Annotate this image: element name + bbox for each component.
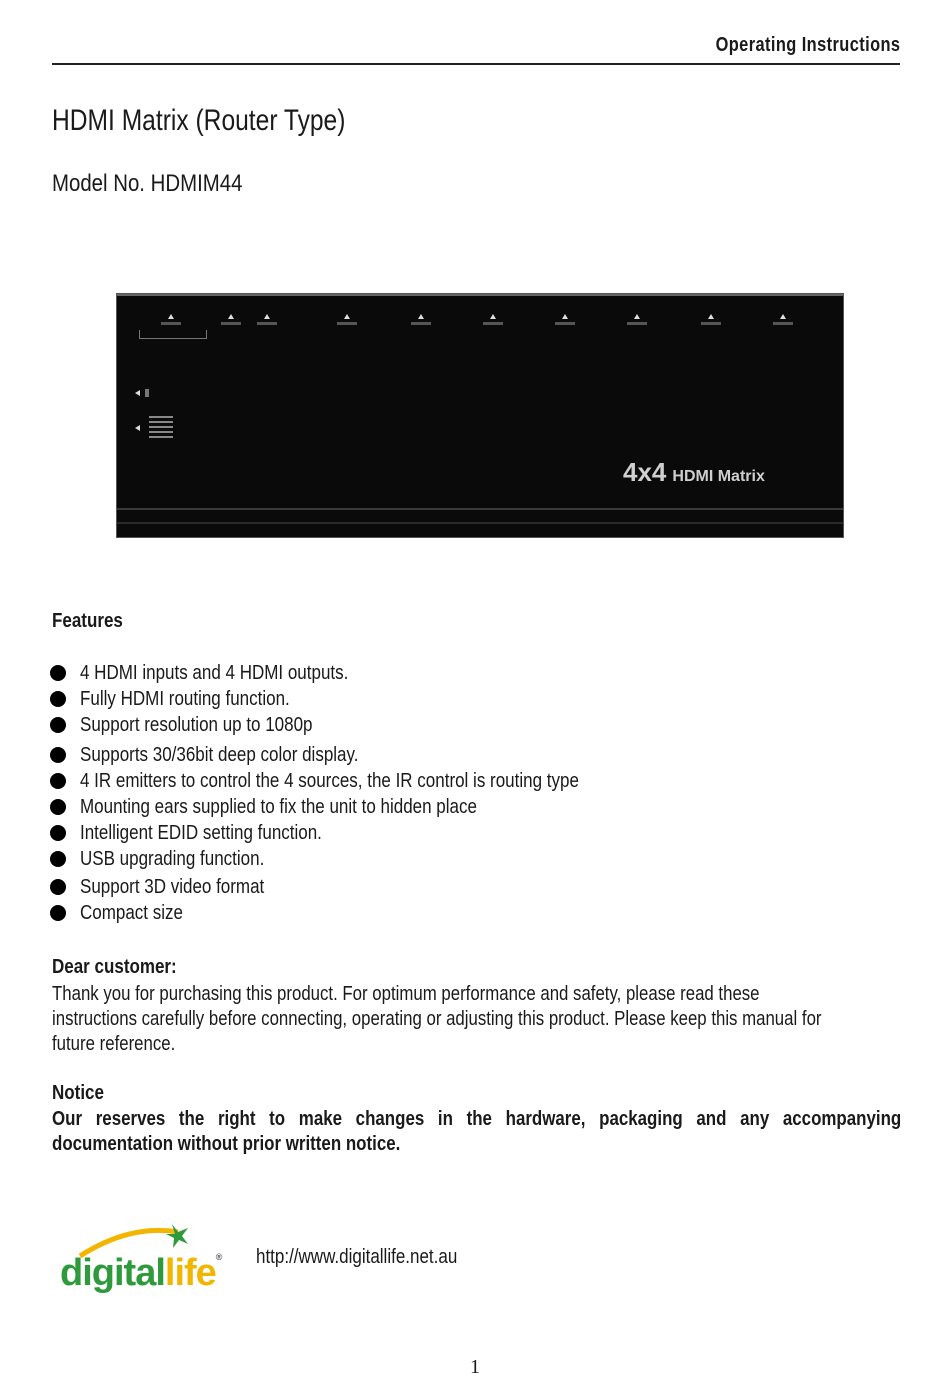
indicator-led (483, 314, 503, 325)
logo-text: digitallife® (60, 1252, 222, 1294)
indicator-led (411, 314, 431, 325)
device-edge (117, 522, 843, 524)
indicator-led (161, 314, 181, 325)
running-header: Operating Instructions (715, 34, 900, 56)
bullet-icon (50, 691, 66, 707)
ir-window (145, 389, 149, 397)
notice-text: Our reserves the right to make changes in the hardware, packaging and any accompanying documentation without prior written notice. (52, 1108, 902, 1155)
indicator-led (627, 314, 647, 325)
device-label-sub: HDMI Matrix (672, 468, 765, 485)
bullet-icon (50, 747, 66, 763)
header-rule (52, 63, 900, 65)
dear-customer-heading: Dear customer: (52, 956, 177, 978)
bullet-icon (50, 799, 66, 815)
device-label-main: 4x4 (623, 457, 667, 487)
indicator-led (701, 314, 721, 325)
notice-heading: Notice (52, 1082, 104, 1104)
bullet-icon (50, 851, 66, 867)
button-arrow-icon (135, 425, 140, 431)
device-label (623, 457, 765, 488)
ir-arrow-icon (135, 390, 140, 396)
indicator-led (555, 314, 575, 325)
paragraph-line: Thank you for purchasing this product. For optimum performance and safety, please read these (52, 983, 760, 1005)
device-edge (117, 508, 843, 510)
digital-life-logo (60, 1222, 230, 1302)
bullet-icon (50, 879, 66, 895)
led-group-bracket (139, 330, 207, 339)
indicator-led (337, 314, 357, 325)
page-number: 1 (470, 1356, 480, 1378)
indicator-led (257, 314, 277, 325)
website-link[interactable]: http://www.digitallife.net.au (256, 1246, 458, 1268)
model-number: Model No. HDMIM44 (52, 170, 243, 197)
paragraph-line: future reference. (52, 1033, 176, 1055)
paragraph-line: instructions carefully before connecting, operating or adjusting this product. Please keep this manual for (52, 1008, 822, 1030)
selector-buttons (149, 416, 173, 440)
bullet-icon (50, 905, 66, 921)
bullet-icon (50, 825, 66, 841)
bullet-icon (50, 717, 66, 733)
bullet-icon (50, 773, 66, 789)
bullet-icon (50, 665, 66, 681)
features-heading: Features (52, 610, 123, 632)
indicator-led (221, 314, 241, 325)
dear-customer-text (52, 982, 892, 1057)
product-photo (116, 293, 844, 538)
indicator-led (773, 314, 793, 325)
document-title: HDMI Matrix (Router Type) (52, 104, 346, 137)
